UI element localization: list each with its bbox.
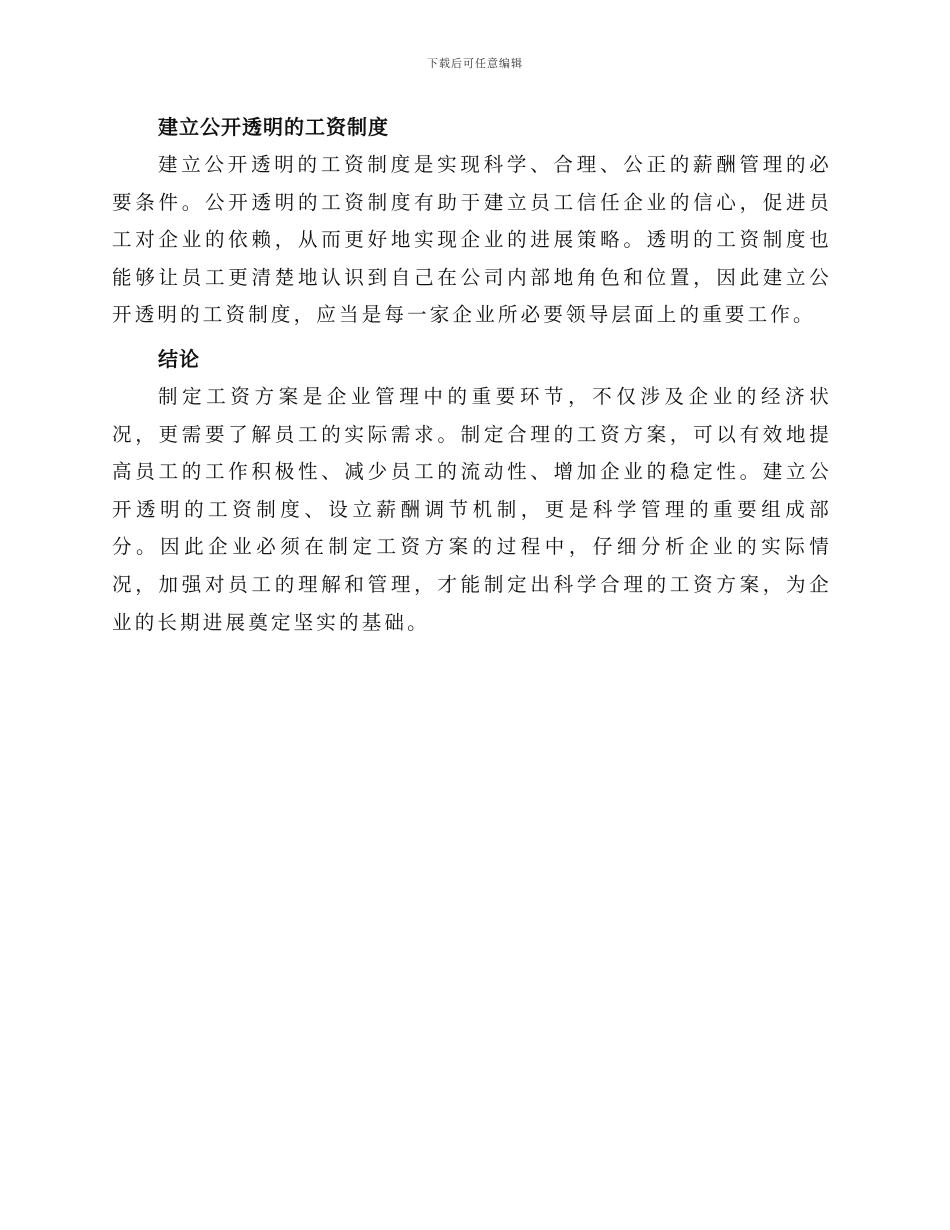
page-header-note: 下载后可任意编辑: [427, 57, 523, 70]
document-body: [112, 108, 832, 647]
section-transparent-salary: [112, 108, 832, 334]
section-paragraph: 建立公开透明的工资制度是实现科学、合理、公正的薪酬管理的必要条件。公开透明的工资制度有助于建立员工信任企业的信心，促进员工对企业的依赖，从而更好地实现企业的进展策略。透明的工资制度也能够让员工更清楚地认识到自己在公司内部地角色和位置，因此建立公开透明的工资制度，应当是每一家企业所必要领导层面上的重要工作。: [112, 153, 832, 327]
section-heading: 结论: [158, 346, 200, 371]
section-conclusion: [112, 340, 832, 641]
section-heading: 建立公开透明的工资制度: [158, 115, 389, 139]
section-paragraph: 制定工资方案是企业管理中的重要环节，不仅涉及企业的经济状况，更需要了解员工的实际需求。制定合理的工资方案，可以有效地提高员工的工作积极性、减少员工的流动性、增加企业的稳定性。建立公开透明的工资制度、设立薪酬调节机制，更是科学管理的重要组成部分。因此企业必须在制定工资方案的过程中，仔细分析企业的实际情况，加强对员工的理解和管理，才能制定出科学合理的工资方案，为企业的长期进展奠定坚实的基础。: [112, 384, 832, 634]
